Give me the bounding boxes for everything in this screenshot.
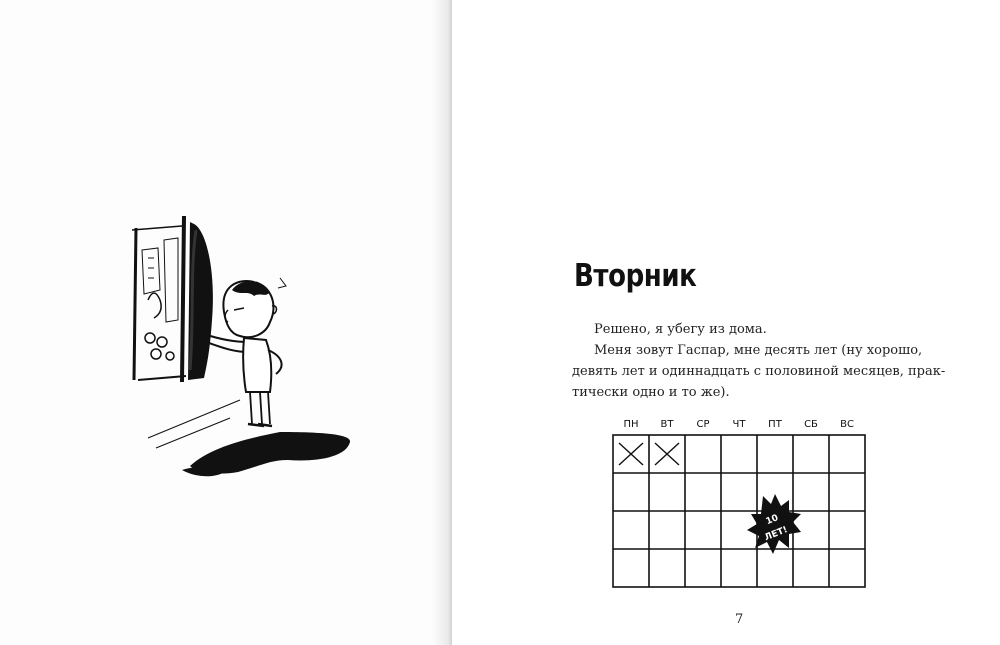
- weekday-label: ПН: [623, 419, 639, 430]
- weekday-label: ВС: [840, 419, 854, 430]
- weekday-label: ПТ: [768, 419, 782, 430]
- badge-line-1: 10: [764, 513, 780, 528]
- weekday-label: ЧТ: [732, 419, 746, 430]
- paragraph-1: Решено, я убегу из дома.: [594, 322, 767, 337]
- chapter-title: Вторник: [574, 258, 697, 294]
- weekday-label: ВТ: [660, 419, 674, 430]
- paragraph-2-line-1: Меня зовут Гаспар, мне десять лет (ну хорошо,: [594, 343, 923, 358]
- badge-line-2: ЛЕТ!: [763, 525, 790, 544]
- boy-at-window-illustration: [120, 210, 360, 495]
- crossed-day-mark: [619, 443, 643, 465]
- left-page: [0, 0, 452, 645]
- paragraph-2-line-3: тически одно и то же).: [572, 385, 730, 400]
- calendar: [605, 410, 875, 595]
- crossed-day-mark: [655, 443, 679, 465]
- weekday-label: СР: [696, 419, 710, 430]
- body-text: [572, 319, 946, 403]
- weekday-label: СБ: [804, 419, 818, 430]
- page-number: 7: [735, 612, 744, 627]
- paragraph-2-line-2: девять лет и одиннадцать с половиной месяцев, прак-: [572, 364, 946, 379]
